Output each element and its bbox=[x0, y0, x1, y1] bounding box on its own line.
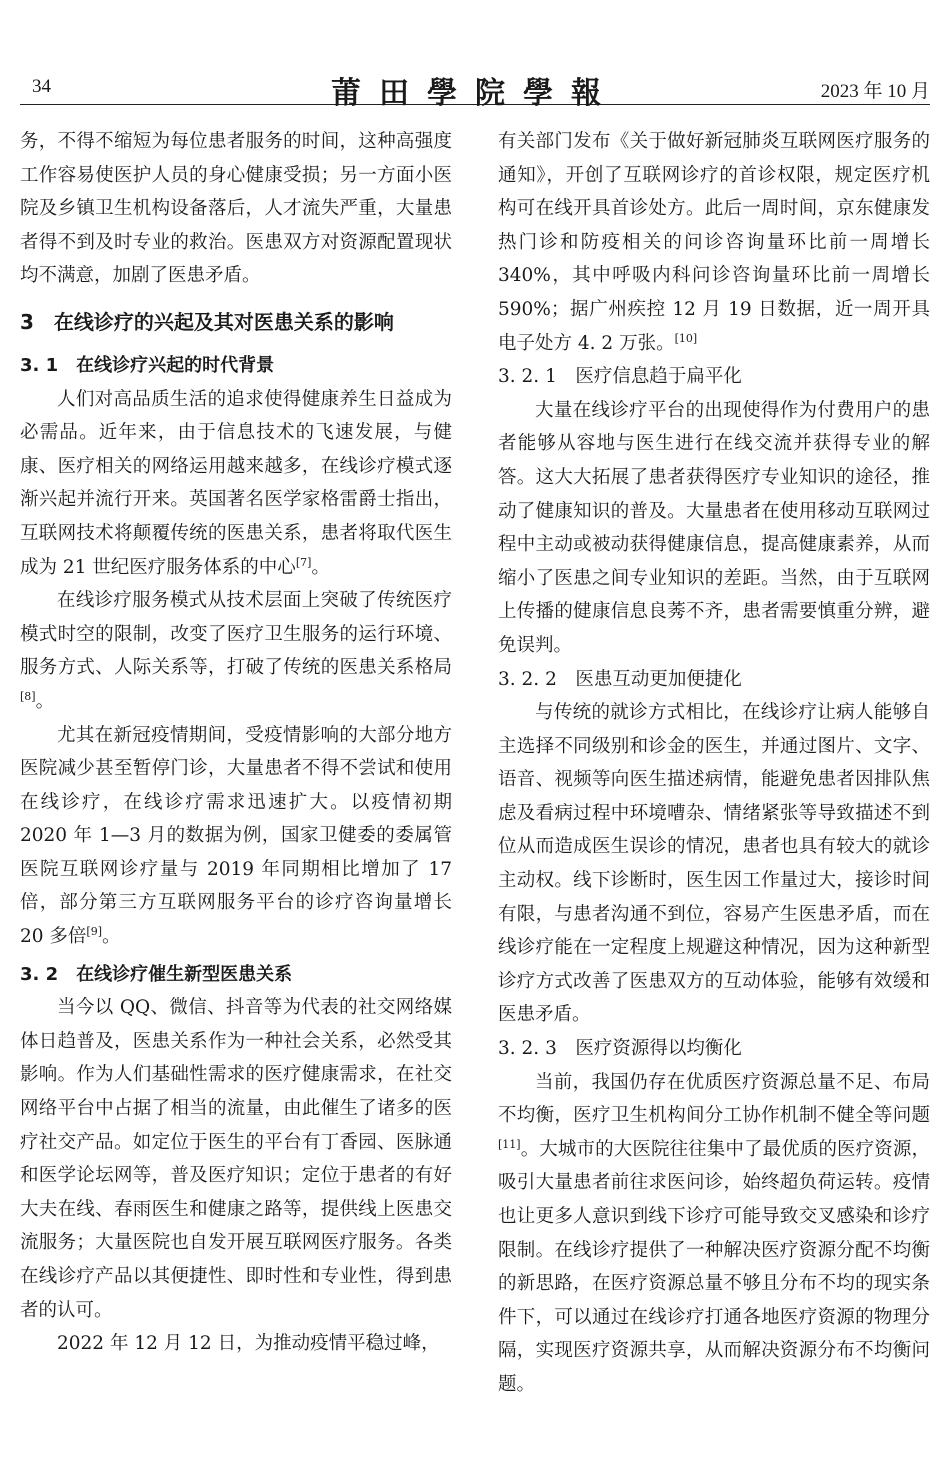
subsection-heading-3-2-1: 3. 2. 1 医疗信息趋于扁平化 bbox=[498, 366, 742, 388]
paragraph: 大量在线诊疗平台的出现使得作为付费用户的患者能够从容地与医生进行在线交流并获得专业的解答。这大大拓展了患者获得医疗专业知识的途径，推动了健康知识的普及。大量患者在使用移动互联网过程中主动或被动获得健康信息，提高健康素养，从而缩小了医患之间专业知识的差距。当然，由于互联网上传播的健康信息良莠不齐，患者需要慎重分辨，避免误判。 bbox=[498, 399, 930, 656]
paragraph-end: 。 bbox=[35, 690, 55, 712]
subsection-heading-3-2-2: 3. 2. 2 医患互动更加便捷化 bbox=[498, 668, 742, 690]
paragraph: 当今以 QQ、微信、抖音等为代表的社交网络媒体日趋普及，医患关系作为一种社会关系，必然受其影响。作为人们基础性需求的医疗健康需求，在社交网络平台中占据了相当的流量，由此催生了诸多的医疗社交产品。如定位于医生的平台有丁香园、医脉通和医学论坛网等，普及医疗知识；定位于患者的有好大夫在线、春雨医生和健康之路等，提供线上医患交流服务；大量医院也自发开展互联网医疗服务。各类在线诊疗产品以其便捷性、即时性和专业性，得到患者的认可。 bbox=[20, 997, 452, 1321]
subsection-heading-3-1: 3. 1 在线诊疗兴起的时代背景 bbox=[20, 354, 275, 376]
paragraph-text: 在线诊疗服务模式从技术层面上突破了传统医疗模式时空的限制，改变了医疗卫生服务的运行环境、服务方式、人际关系等，打破了传统的医患关系格局 bbox=[20, 590, 452, 679]
subsection-heading-3-2-3: 3. 2. 3 医疗资源得以均衡化 bbox=[498, 1038, 742, 1060]
subsection-heading-3-2: 3. 2 在线诊疗催生新型医患关系 bbox=[20, 963, 293, 985]
paragraph-text: 人们对高品质生活的追求使得健康养生日益成为必需品。近年来，由于信息技术的飞速发展，与健康、医疗相关的网络运用越来越多，在线诊疗模式逐渐兴起并流行开来。英国著名医学家格雷爵士指出，互联网技术将颠覆传统的医患关系，患者将取代医生成为 21 世纪医疗服务体系的中心 bbox=[20, 388, 452, 578]
paragraph: 2022 年 12 月 12 日，为推动疫情平稳过峰， bbox=[57, 1333, 440, 1355]
paragraph bbox=[20, 383, 452, 585]
issue-date: 2023 年 10 月 bbox=[820, 81, 930, 102]
paragraph bbox=[498, 125, 930, 360]
paragraph bbox=[498, 1066, 930, 1402]
paragraph: 务，不得不缩短为每位患者服务的时间，这种高强度工作容易使医护人员的身心健康受损；另一方面小医院及乡镇卫生机构设备落后，人才流失严重，大量患者得不到及时专业的救治。医患双方对资源配置现状均不满意，加剧了医患矛盾。 bbox=[20, 131, 452, 287]
citation: [11] bbox=[498, 1137, 521, 1151]
page-header bbox=[20, 0, 930, 111]
paragraph-text: 当前，我国仍存在优质医疗资源总量不足、布局不均衡，医疗卫生机构间分工协作机制不健全等问题 bbox=[498, 1071, 930, 1127]
paragraph-end: 。 bbox=[102, 926, 121, 948]
left-column bbox=[20, 125, 452, 1361]
paragraph-text: 尤其在新冠疫情期间，受疫情影响的大部分地方医院减少甚至暂停门诊，大量患者不得不尝试和使用在线诊疗，在线诊疗需求迅速扩大。以疫情初期 2020 年 1—3 月的数据为例，国家卫健委的委属管医院互联网诊疗量与 2019 年同期相比增加了 17 倍，部分第三方互联网服务平台的诊疗咨询量增长 20 多倍 bbox=[20, 724, 452, 948]
page-number: 34 bbox=[32, 76, 51, 97]
citation: [8] bbox=[20, 689, 36, 703]
section-heading-3: 3 在线诊疗的兴起及其对医患关系的影响 bbox=[20, 309, 394, 334]
citation: [7] bbox=[295, 555, 312, 569]
paragraph: 与传统的就诊方式相比，在线诊疗让病人能够自主选择不同级别和诊金的医生，并通过图片、文字、语音、视频等向医生描述病情，能避免患者因排队焦虑及看病过程中环境嘈杂、情绪紧张等导致描述不到位从而造成医生误诊的情况，患者也具有较大的就诊主动权。线下诊断时，医生因工作量过大，接诊时间有限，与患者沟通不到位，容易产生医患矛盾，而在线诊疗能在一定程度上规避这种情况，因为这种新型诊疗方式改善了医患双方的互动体验，能够有效缓和医患矛盾。 bbox=[498, 702, 930, 1026]
paragraph bbox=[20, 719, 452, 954]
paragraph-text-rest: 。大城市的大医院往往集中了最优质的医疗资源，吸引大量患者前往求医问诊，始终超负荷运转。疫情也让更多人意识到线下诊疗可能导致交叉感染和诊疗限制。在线诊疗提供了一种解决医疗资源分配不均衡的新思路，在医疗资源总量不够且分布不均的现实条件下，可以通过在线诊疗打通各地医疗资源的物理分隔，实现医疗资源共享，从而解决资源分布不均衡问题。 bbox=[498, 1138, 930, 1395]
journal-title: 莆田學院學報 bbox=[331, 76, 619, 111]
citation: [9] bbox=[86, 924, 103, 938]
paragraph-text: 有关部门发布《关于做好新冠肺炎互联网医疗服务的通知》，开创了互联网诊疗的首诊权限，规定医疗机构可在线开具首诊处方。此后一周时间，京东健康发热门诊和防疫相关的问诊咨询量环比前一周增长 340%，其中呼吸内科问诊咨询量环比前一周增长 590%；据广州疾控 12 月 19 日数据，近一周开具电子处方 4. 2 万张。 bbox=[498, 131, 930, 354]
paragraph-end: 。 bbox=[311, 556, 330, 578]
citation: [10] bbox=[674, 331, 698, 345]
paragraph bbox=[20, 584, 452, 718]
right-column bbox=[498, 125, 930, 1402]
